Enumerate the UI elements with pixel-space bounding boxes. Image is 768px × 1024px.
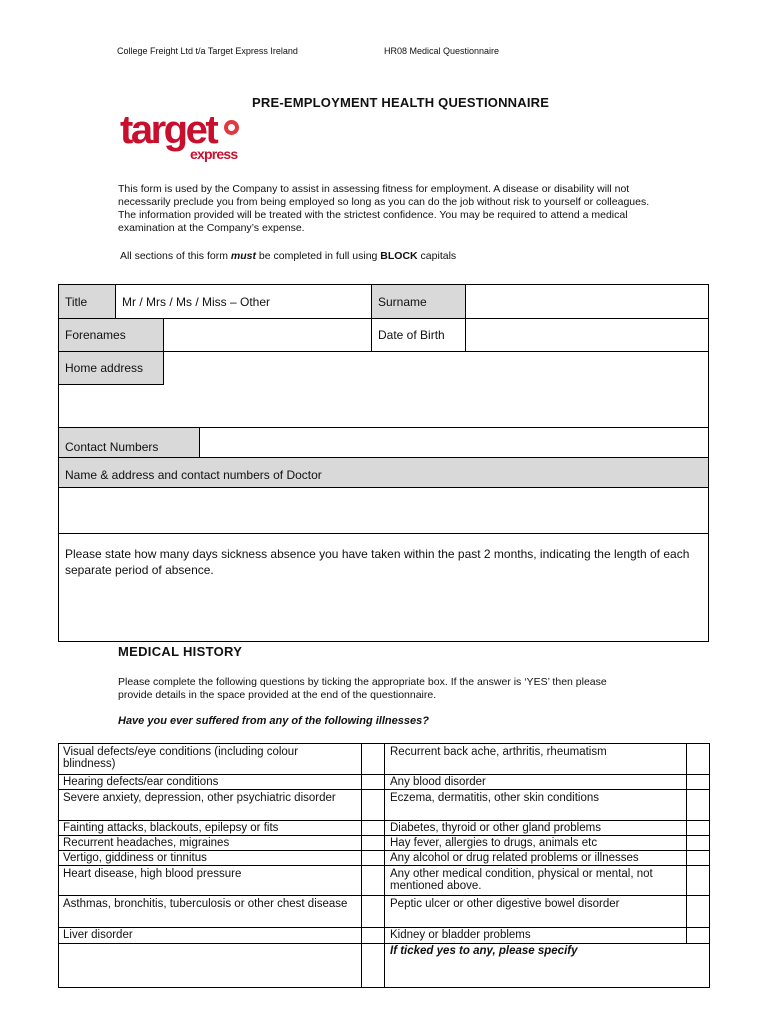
illness-left-2: Hearing defects/ear conditions [63,776,219,788]
illness-left-3: Severe anxiety, depression, other psychiatric disorder [63,792,336,804]
illness-right-8: Peptic ulcer or other digestive bowel disorder [390,898,620,910]
logo-main-text: target [120,108,217,152]
title-options-field[interactable]: Mr / Mrs / Ms / Miss – Other [122,294,271,309]
sickness-absence-field[interactable] [59,580,708,640]
illness-left-7: Heart disease, high blood pressure [63,868,242,880]
dob-label: Date of Birth [378,328,445,342]
tick-box-right-1[interactable] [687,745,709,774]
illness-left-8: Asthmas, bronchitis, tuberculosis or other chest disease [63,898,348,910]
illness-table [58,743,710,988]
illness-left-5: Recurrent headaches, migraines [63,837,230,849]
tick-box-right-6[interactable] [687,851,709,865]
completion-note: All sections of this form must be completed in full using BLOCK capitals [120,250,457,262]
surname-field[interactable] [466,285,708,318]
dob-field[interactable] [466,319,708,351]
illness-left-6: Vertigo, giddiness or tinnitus [63,852,207,864]
illness-right-5: Hay fever, allergies to drugs, animals etc [390,837,598,849]
personal-details-form [58,284,709,642]
doctor-label: Name & address and contact numbers of Doctor [59,458,708,487]
surname-label: Surname [372,285,465,318]
logo-dot [224,120,239,135]
logo-sub-text: express [190,146,238,162]
forenames-label: Forenames [59,319,163,351]
illness-right-6: Any alcohol or drug related problems or illnesses [390,852,639,864]
tick-box-left-8[interactable] [362,896,384,927]
medical-history-question: Have you ever suffered from any of the following illnesses? [118,715,429,727]
illness-right-9: Kidney or bladder problems [390,929,531,941]
illness-right-3: Eczema, dermatitis, other skin conditions [390,792,600,804]
tick-box-left-2[interactable] [362,775,384,789]
illness-right-2: Any blood disorder [390,776,486,788]
tick-box-right-8[interactable] [687,896,709,927]
page-title: PRE-EMPLOYMENT HEALTH QUESTIONNAIRE [252,95,550,110]
intro-paragraph: This form is used by the Company to assist in assessing fitness for employment. A disease or disability will not necessarily preclude you from being employed so long as you can do the job without risk to yourself or colleagues. The information provided will be treated with the strictest confidence. You may be required to attend a medical examination at the Company’s expense. [118,183,650,234]
home-address-label: Home address [59,352,163,384]
sickness-absence-label: Please state how many days sickness absence you have taken within the past 2 months, indicating the length of each separate period of absence. [65,547,690,577]
medical-history-heading: MEDICAL HISTORY [118,644,243,659]
specify-label: If ticked yes to any, please specify [390,945,578,957]
title-label: Title [59,285,115,318]
tick-box-left-4[interactable] [362,821,384,835]
specify-field[interactable] [385,944,709,987]
tick-box-left-6[interactable] [362,851,384,865]
illness-right-1: Recurrent back ache, arthritis, rheumatism [390,746,607,758]
illness-right-7: Any other medical condition, physical or mental, not mentioned above. [390,868,653,892]
target-express-logo [120,110,260,170]
home-address-field[interactable] [59,385,708,427]
tick-box-right-4[interactable] [687,821,709,835]
illness-left-4: Fainting attacks, blackouts, epilepsy or fits [63,822,279,834]
forenames-field[interactable] [164,319,371,351]
tick-box-left-5[interactable] [362,836,384,850]
illness-left-9: Liver disorder [63,929,133,941]
tick-box-right-2[interactable] [687,775,709,789]
tick-box-right-7[interactable] [687,866,709,895]
illness-left-1: Visual defects/eye conditions (including colour blindness) [63,746,299,770]
contact-numbers-field[interactable] [200,428,708,457]
header-company: College Freight Ltd t/a Target Express Ireland [117,46,298,56]
illness-right-4: Diabetes, thyroid or other gland problems [390,822,601,834]
tick-box-left-1[interactable] [362,745,384,774]
tick-box-right-9[interactable] [687,928,709,943]
medical-history-intro: Please complete the following questions by ticking the appropriate box. If the answer is ‘YES’ then please provide details in the space provided at the end of the questionnaire. [118,676,607,701]
header-doc-ref: HR08 Medical Questionnaire [384,46,500,56]
tick-box-left-9[interactable] [362,928,384,943]
tick-box-right-3[interactable] [687,790,709,820]
doctor-field[interactable] [59,488,708,533]
contact-numbers-label: Contact Numbers [59,428,199,457]
tick-box-left-7[interactable] [362,866,384,895]
tick-box-left-3[interactable] [362,790,384,820]
tick-box-right-5[interactable] [687,836,709,850]
